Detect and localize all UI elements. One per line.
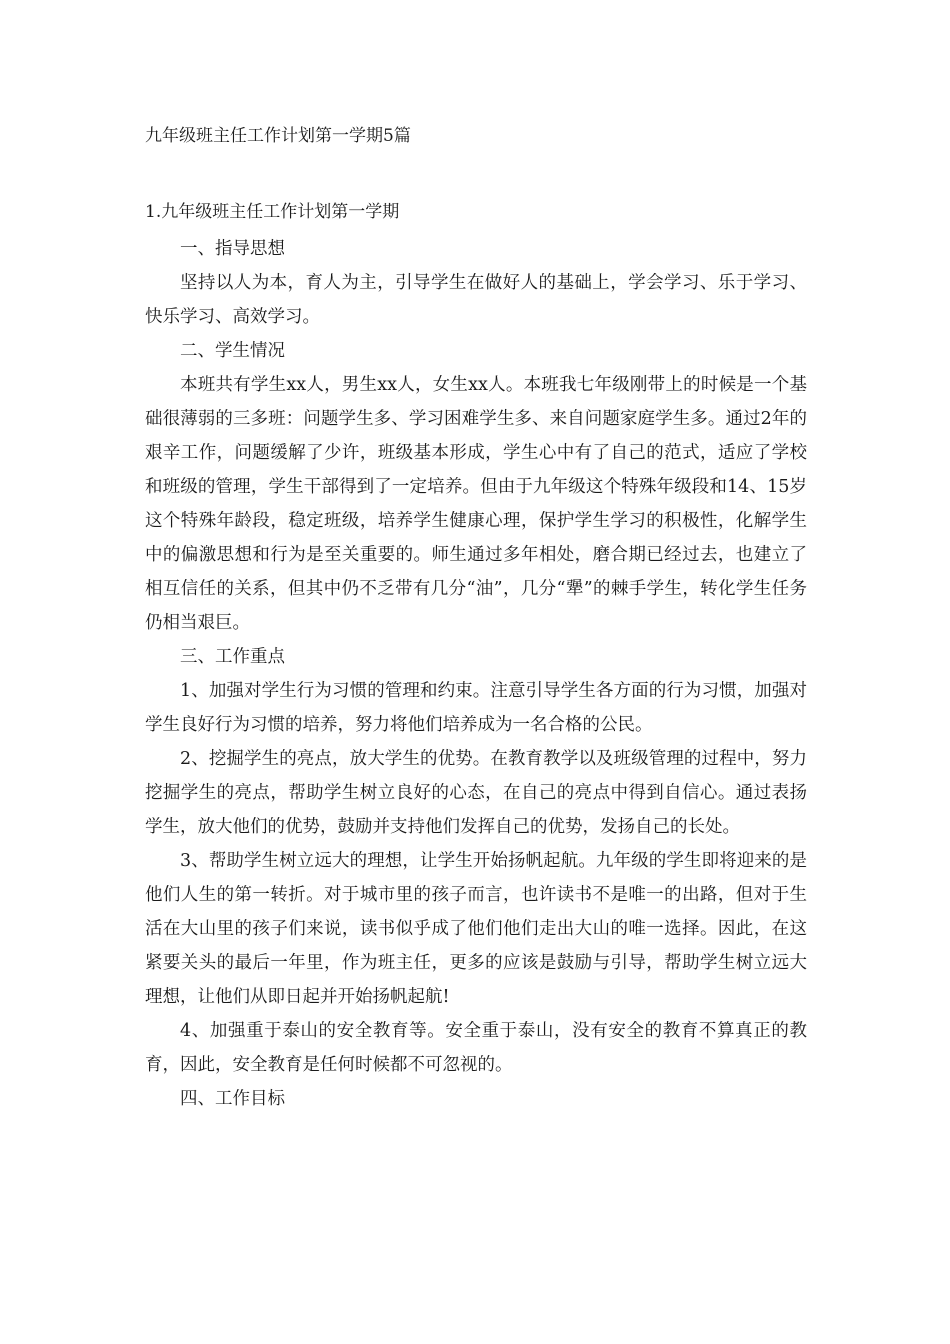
heading-guiding-ideology: 一、指导思想 [180,239,285,259]
section-title: 1.九年级班主任工作计划第一学期 [145,202,400,222]
paragraph-guiding-ideology: 坚持以人为本，育人为主，引导学生在做好人的基础上，学会学习、乐于学习、快乐学习、高效学习。 [145,273,807,327]
paragraph-student-situation: 本班共有学生xx人，男生xx人，女生xx人。本班我七年级刚带上的时候是一个基础很薄弱的三多班：问题学生多、学习困难学生多、来自问题家庭学生多。通过2年的艰辛工作，问题缓解了少许，班级基本形成，学生心中有了自己的范式，适应了学校和班级的管理，学生干部得到了一定培养。但由于九年级这个特殊年级段和14、15岁这个特殊年龄段，稳定班级，培养学生健康心理，保护学生学习的积极性，化解学生中的偏激思想和行为是至关重要的。师生通过多年相处，磨合期已经过去，也建立了相互信任的关系，但其中仍不乏带有几分“油”，几分“犟”的棘手学生，转化学生任务仍相当艰巨。 [145,375,807,633]
heading-work-focus: 三、工作重点 [180,647,285,667]
paragraph-focus-3: 3、帮助学生树立远大的理想，让学生开始扬帆起航。九年级的学生即将迎来的是他们人生的第一转折。对于城市里的孩子而言，也许读书不是唯一的出路，但对于生活在大山里的孩子们来说，读书似乎成了他们他们走出大山的唯一选择。因此，在这紧要关头的最后一年里，作为班主任，更多的应该是鼓励与引导，帮助学生树立远大理想，让他们从即日起并开始扬帆起航! [145,851,807,1007]
heading-work-goals: 四、工作目标 [180,1089,285,1109]
document-title: 九年级班主任工作计划第一学期5篇 [145,126,411,146]
document-body [145,232,807,1116]
heading-student-situation: 二、学生情况 [180,341,285,361]
paragraph-focus-2: 2、挖掘学生的亮点，放大学生的优势。在教育教学以及班级管理的过程中，努力挖掘学生的亮点，帮助学生树立良好的心态，在自己的亮点中得到自信心。通过表扬学生，放大他们的优势，鼓励并支持他们发挥自己的优势，发扬自己的长处。 [145,749,807,837]
paragraph-focus-1: 1、加强对学生行为习惯的管理和约束。注意引导学生各方面的行为习惯，加强对学生良好行为习惯的培养，努力将他们培养成为一名合格的公民。 [145,681,807,735]
paragraph-focus-4: 4、加强重于泰山的安全教育等。安全重于泰山，没有安全的教育不算真正的教育，因此，安全教育是任何时候都不可忽视的。 [145,1021,807,1075]
